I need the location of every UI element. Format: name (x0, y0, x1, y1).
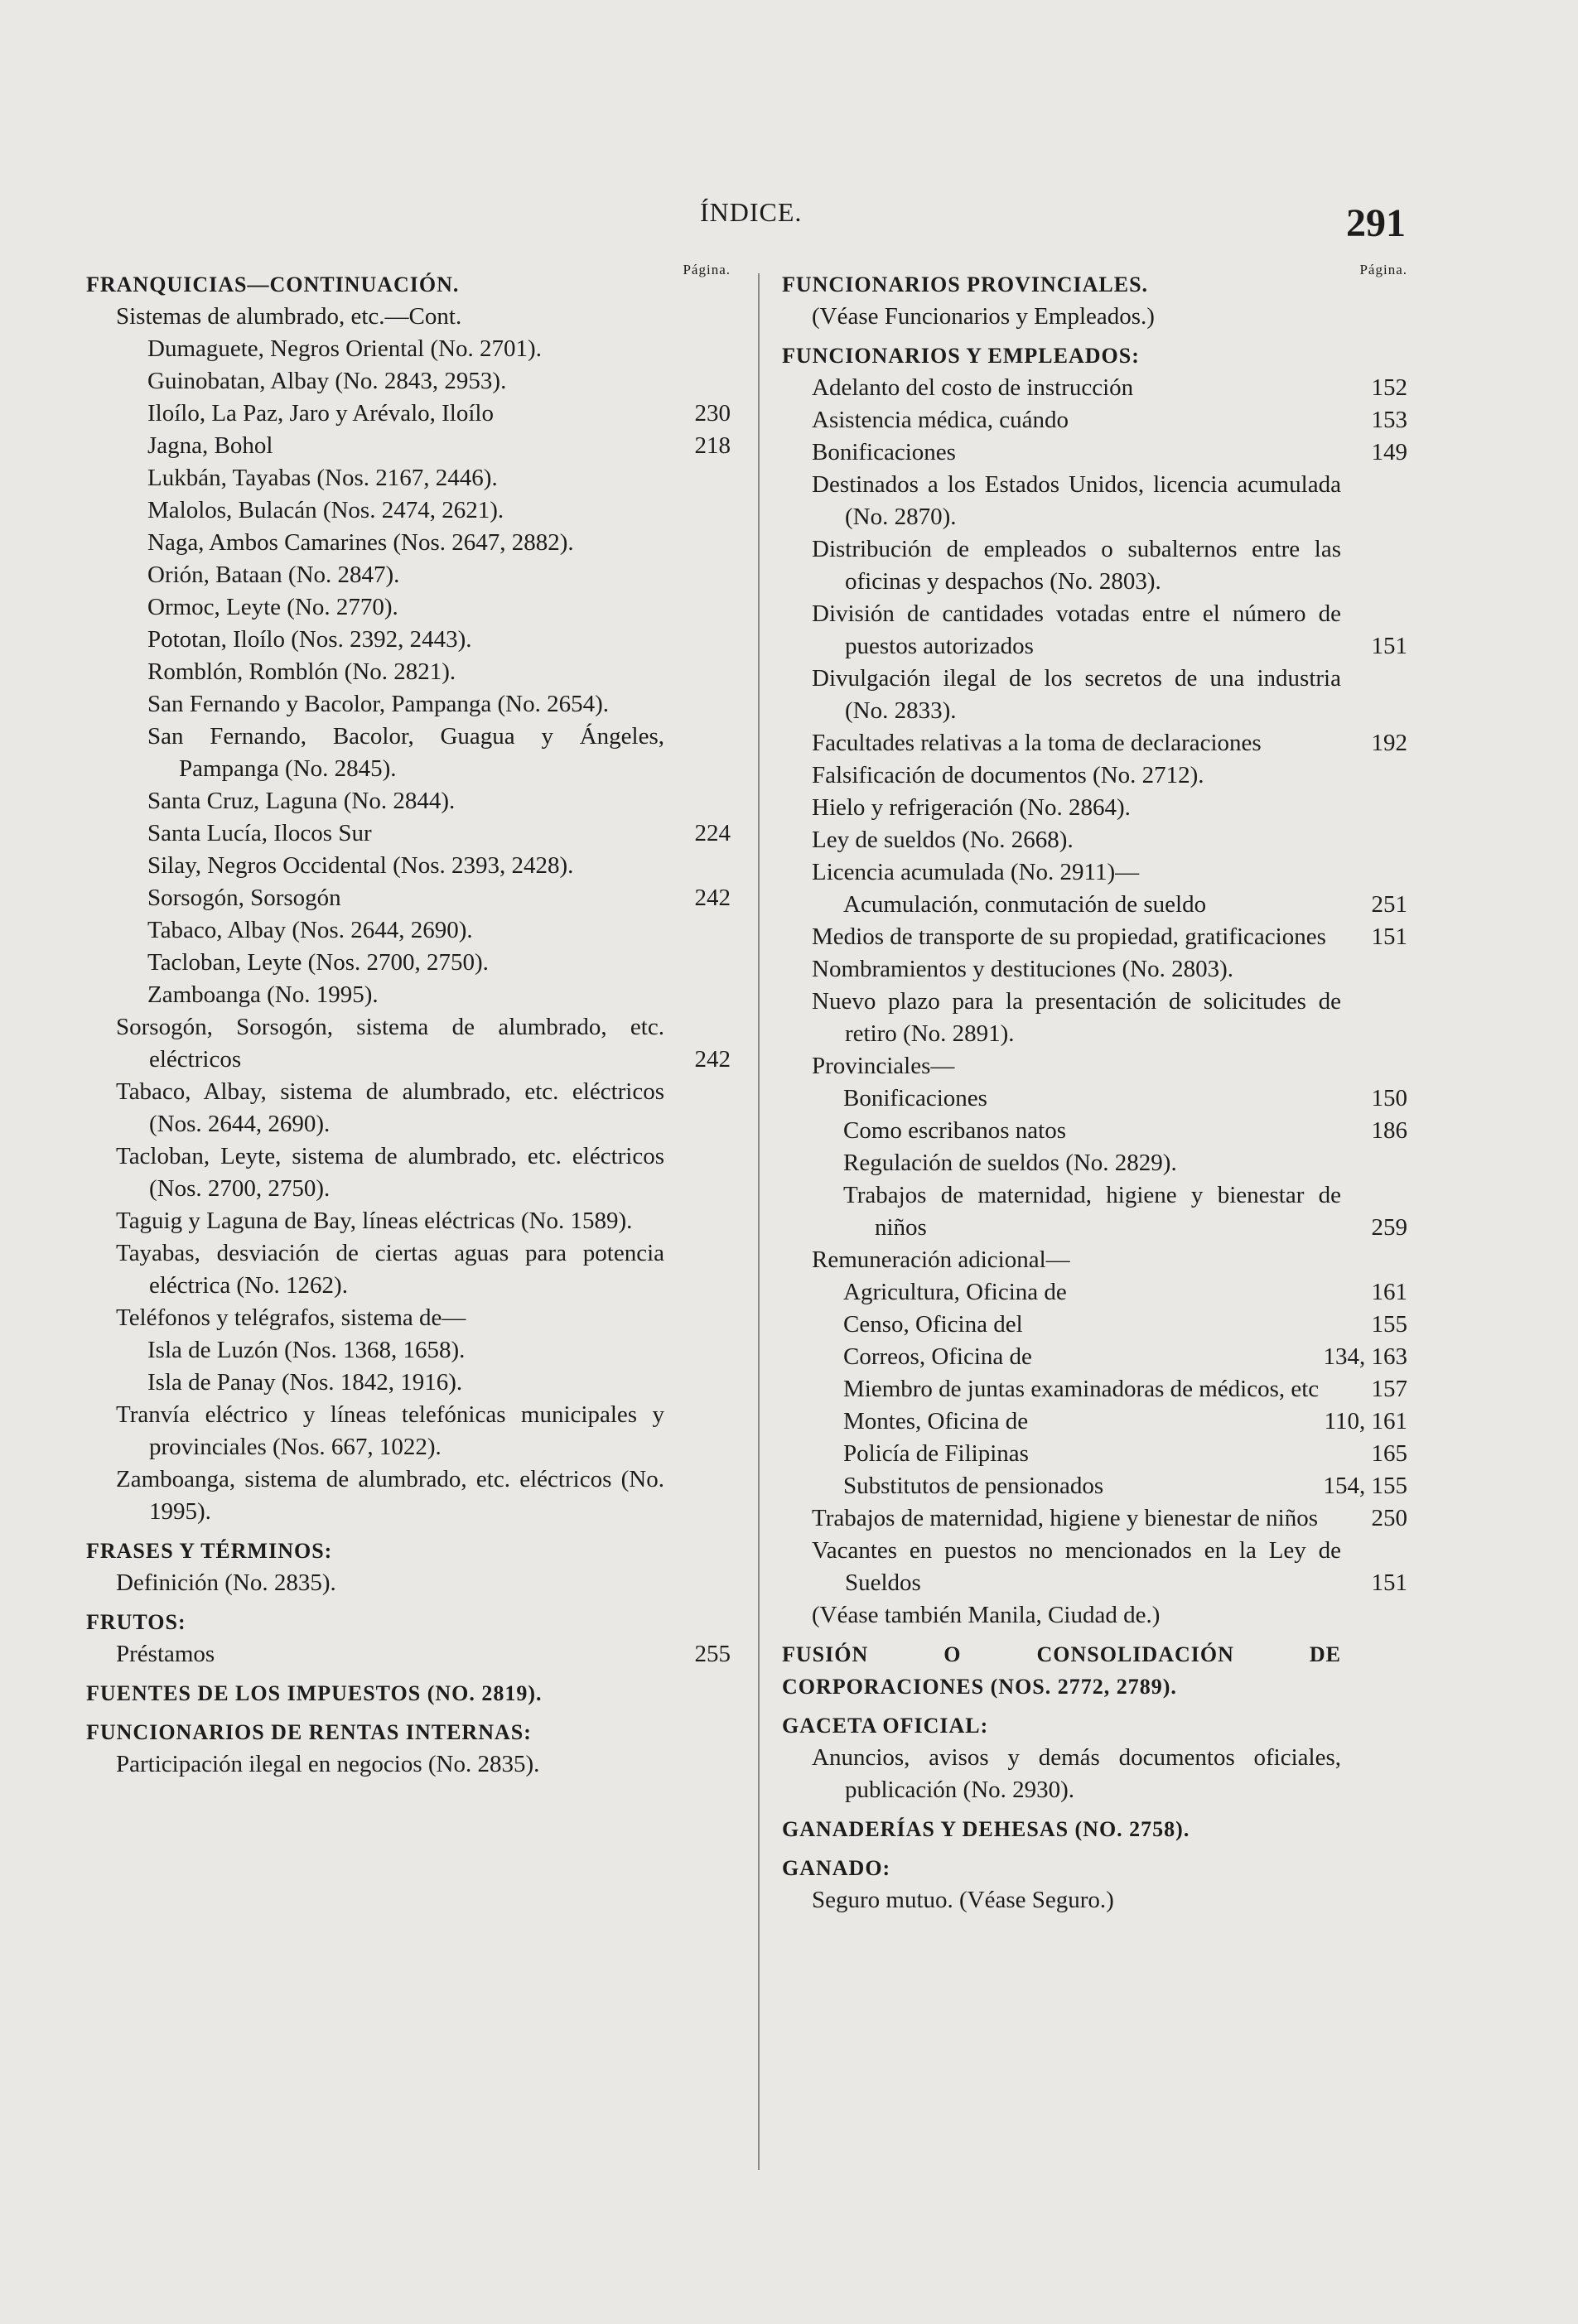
entry-text: Falsificación de documentos (No. 2712). (812, 762, 1204, 788)
index-entry (86, 1140, 731, 1205)
entry-text: Agricultura, Oficina de (843, 1279, 1067, 1305)
entry-text: Zamboanga, sistema de alumbrado, etc. eléctricos (No. 1995). (116, 1466, 664, 1525)
index-entry (782, 1341, 1407, 1373)
entry-page-ref: 259 (1371, 1214, 1407, 1241)
index-entry (86, 462, 731, 494)
index-entry (86, 333, 731, 365)
entry-text: Acumulación, conmutación de sueldo (843, 891, 1207, 918)
entry-text: Santa Cruz, Laguna (No. 2844). (147, 788, 456, 814)
index-entry (86, 527, 731, 559)
entry-text: Tayabas, desviación de ciertas aguas para potencia eléctrica (No. 1262). (116, 1240, 664, 1299)
entry-text: Lukbán, Tayabas (Nos. 2167, 2446). (147, 465, 498, 491)
entry-text: Malolos, Bulacán (Nos. 2474, 2621). (147, 497, 504, 523)
index-entry (86, 494, 731, 527)
entry-text: San Fernando, Bacolor, Guagua y Ángeles, Pampanga (No. 2845). (147, 723, 664, 782)
index-entry (782, 921, 1407, 953)
entry-page-ref: 161 (1371, 1279, 1407, 1305)
index-entry (782, 372, 1407, 404)
index-entry (86, 591, 731, 624)
index-entry (86, 1399, 731, 1463)
entry-text: Dumaguete, Negros Oriental (No. 2701). (147, 335, 542, 362)
index-entry (86, 979, 731, 1011)
page-header-title: ÍNDICE. (700, 197, 803, 227)
index-entry (86, 850, 731, 882)
entry-page-ref: 157 (1371, 1376, 1407, 1402)
entry-page-ref: 110, 161 (1324, 1408, 1407, 1434)
entry-text: Destinados a los Estados Unidos, licencia acumulada (No. 2870). (812, 471, 1341, 530)
entry-page-ref: 134, 163 (1323, 1343, 1407, 1370)
index-entry (86, 1638, 731, 1671)
left-column (86, 262, 731, 1781)
index-entry (782, 1599, 1407, 1632)
right-entries (782, 268, 1407, 1917)
index-heading (782, 1709, 1407, 1742)
index-entry (86, 721, 731, 785)
page-number: 291 (1346, 201, 1406, 245)
index-entry (86, 430, 731, 462)
entry-text: Substitutos de pensionados (843, 1473, 1104, 1499)
left-entries (86, 268, 731, 1781)
index-entry (86, 914, 731, 947)
entry-text: Nuevo plazo para la presentación de solicitudes de retiro (No. 2891). (812, 988, 1341, 1047)
column-divider (758, 273, 760, 2170)
index-entry (782, 1470, 1407, 1502)
entry-text: FUNCIONARIOS Y EMPLEADOS: (782, 344, 1140, 368)
entry-text: Facultades relativas a la toma de declaraciones (812, 730, 1262, 756)
entry-text: GACETA OFICIAL: (782, 1714, 989, 1738)
entry-text: Censo, Oficina del (843, 1311, 1023, 1338)
index-entry (782, 1115, 1407, 1147)
index-entry (782, 1742, 1407, 1806)
entry-text: Pototan, Iloílo (Nos. 2392, 2443). (147, 626, 472, 653)
entry-page-ref: 150 (1371, 1085, 1407, 1111)
entry-text: FUNCIONARIOS PROVINCIALES. (782, 272, 1149, 297)
index-entry (86, 559, 731, 591)
index-entry (782, 759, 1407, 792)
index-heading (86, 1716, 731, 1748)
entry-text: Romblón, Romblón (No. 2821). (147, 658, 456, 685)
index-heading (86, 268, 731, 301)
index-entry (782, 986, 1407, 1050)
index-entry (782, 1179, 1407, 1244)
index-entry (782, 1502, 1407, 1535)
entry-text: Anuncios, avisos y demás documentos oficiales, publicación (No. 2930). (812, 1744, 1341, 1803)
entry-text: Nombramientos y destituciones (No. 2803). (812, 956, 1234, 982)
entry-text: Taguig y Laguna de Bay, líneas eléctricas (No. 1589). (116, 1208, 633, 1234)
index-heading (782, 1813, 1407, 1845)
entry-text: División de cantidades votadas entre el número de puestos autorizados (812, 600, 1341, 659)
entry-text: Participación ilegal en negocios (No. 2835). (116, 1751, 540, 1777)
index-entry (782, 1535, 1407, 1599)
entry-text: Santa Lucía, Ilocos Sur (147, 820, 372, 846)
index-entry (86, 947, 731, 979)
entry-text: Correos, Oficina de (843, 1343, 1032, 1370)
entry-text: Sorsogón, Sorsogón, sistema de alumbrado, etc. eléctricos (116, 1014, 664, 1073)
entry-page-ref: 251 (1371, 891, 1407, 918)
index-entry (86, 688, 731, 721)
index-entry (86, 1205, 731, 1237)
index-entry (86, 1302, 731, 1334)
entry-text: FRASES Y TÉRMINOS: (86, 1539, 333, 1563)
index-entry (782, 598, 1407, 663)
index-heading (86, 1535, 731, 1567)
index-entry (86, 1011, 731, 1076)
entry-page-ref: 151 (1371, 923, 1407, 950)
entry-text: Miembro de juntas examinadoras de médicos, etc (843, 1376, 1320, 1402)
entry-text: Bonificaciones (843, 1085, 987, 1111)
index-heading (782, 1638, 1407, 1703)
index-entry (782, 404, 1407, 436)
index-entry (86, 817, 731, 850)
index-entry (86, 1748, 731, 1781)
entry-text: Tabaco, Albay (Nos. 2644, 2690). (147, 917, 473, 943)
entry-text: Tacloban, Leyte (Nos. 2700, 2750). (147, 949, 489, 976)
entry-text: Tacloban, Leyte, sistema de alumbrado, etc. eléctricos (Nos. 2700, 2750). (116, 1143, 664, 1202)
entry-text: Hielo y refrigeración (No. 2864). (812, 794, 1131, 821)
index-entry (782, 436, 1407, 469)
index-entry (782, 1276, 1407, 1309)
entry-text: Isla de Panay (Nos. 1842, 1916). (147, 1369, 463, 1396)
index-entry (86, 624, 731, 656)
entry-page-ref: 242 (694, 885, 731, 911)
entry-text: FRUTOS: (86, 1610, 186, 1634)
index-entry (782, 1438, 1407, 1470)
entry-text: Definición (No. 2835). (116, 1569, 336, 1596)
pagina-label-right: Página. (1359, 262, 1407, 277)
index-heading (782, 340, 1407, 372)
entry-text: San Fernando y Bacolor, Pampanga (No. 2654). (147, 691, 609, 717)
entry-page-ref: 230 (694, 400, 731, 427)
entry-text: Zamboanga (No. 1995). (147, 981, 379, 1008)
entry-page-ref: 242 (694, 1046, 731, 1073)
entry-text: Naga, Ambos Camarines (Nos. 2647, 2882). (147, 529, 574, 556)
index-entry (86, 785, 731, 817)
index-entry (782, 1147, 1407, 1179)
entry-text: Trabajos de maternidad, higiene y bienestar de niños (843, 1182, 1341, 1241)
index-entry (86, 882, 731, 914)
index-heading (782, 268, 1407, 301)
index-entry (86, 398, 731, 430)
entry-text: Policía de Filipinas (843, 1440, 1029, 1467)
index-entry (86, 1076, 731, 1140)
entry-text: Silay, Negros Occidental (Nos. 2393, 2428). (147, 852, 574, 879)
entry-page-ref: 153 (1371, 407, 1407, 433)
entry-page-ref: 192 (1371, 730, 1407, 756)
index-entry (782, 533, 1407, 598)
right-column (782, 262, 1407, 1917)
entry-page-ref: 155 (1371, 1311, 1407, 1338)
entry-text: Distribución de empleados o subalternos entre las oficinas y despachos (No. 2803). (812, 536, 1341, 595)
entry-text: Isla de Luzón (Nos. 1368, 1658). (147, 1337, 466, 1363)
entry-text: Sistemas de alumbrado, etc.—Cont. (116, 303, 462, 330)
index-entry (782, 792, 1407, 824)
entry-text: Sorsogón, Sorsogón (147, 885, 341, 911)
index-entry (782, 1050, 1407, 1082)
entry-text: Ormoc, Leyte (No. 2770). (147, 594, 398, 620)
entry-text: Jagna, Bohol (147, 432, 273, 459)
index-entry (782, 301, 1407, 333)
entry-text: Tabaco, Albay, sistema de alumbrado, etc. eléctricos (Nos. 2644, 2690). (116, 1078, 664, 1137)
entry-page-ref: 224 (694, 820, 731, 846)
entry-text: Préstamos (116, 1641, 215, 1667)
index-entry (782, 856, 1407, 889)
index-entry (86, 1237, 731, 1302)
index-entry (782, 469, 1407, 533)
entry-page-ref: 218 (694, 432, 731, 459)
index-entry (782, 727, 1407, 759)
entry-text: Tranvía eléctrico y líneas telefónicas municipales y provinciales (Nos. 667, 1022). (116, 1401, 664, 1460)
entry-text: Remuneración adicional— (812, 1246, 1070, 1273)
index-entry (86, 301, 731, 333)
index-entry (782, 1405, 1407, 1438)
index-entry (782, 953, 1407, 986)
index-entry (782, 1884, 1407, 1917)
index-entry (782, 1082, 1407, 1115)
entry-text: Teléfonos y telégrafos, sistema de— (116, 1304, 466, 1331)
index-heading (86, 1677, 731, 1709)
entry-text: Regulación de sueldos (No. 2829). (843, 1150, 1177, 1176)
entry-text: FUNCIONARIOS DE RENTAS INTERNAS: (86, 1720, 532, 1744)
entry-text: Medios de transporte de su propiedad, gratificaciones (812, 923, 1326, 950)
index-entry (782, 1373, 1407, 1405)
entry-page-ref: 154, 155 (1323, 1473, 1407, 1499)
entry-text: GANADO: (782, 1856, 891, 1880)
index-heading (86, 1606, 731, 1638)
index-entry (86, 1367, 731, 1399)
entry-page-ref: 151 (1371, 1569, 1407, 1596)
entry-page-ref: 255 (694, 1641, 731, 1667)
entry-text: GANADERÍAS Y DEHESAS (NO. 2758). (782, 1817, 1190, 1841)
index-entry (86, 1463, 731, 1528)
entry-text: Como escribanos natos (843, 1117, 1067, 1144)
entry-page-ref: 149 (1371, 439, 1407, 465)
index-heading (782, 1852, 1407, 1884)
entry-text: Iloílo, La Paz, Jaro y Arévalo, Iloílo (147, 400, 494, 427)
entry-text: (Véase Funcionarios y Empleados.) (812, 303, 1155, 330)
entry-page-ref: 151 (1371, 633, 1407, 659)
entry-page-ref: 165 (1371, 1440, 1407, 1467)
index-entry (86, 1334, 731, 1367)
entry-text: Licencia acumulada (No. 2911)— (812, 859, 1140, 885)
index-entry (86, 365, 731, 398)
entry-text: Seguro mutuo. (Véase Seguro.) (812, 1887, 1114, 1913)
entry-text: Divulgación ilegal de los secretos de una industria (No. 2833). (812, 665, 1341, 724)
entry-text: Montes, Oficina de (843, 1408, 1029, 1434)
entry-text: Orión, Bataan (No. 2847). (147, 562, 400, 588)
index-entry (782, 1244, 1407, 1276)
index-entry (782, 824, 1407, 856)
entry-text: Guinobatan, Albay (No. 2843, 2953). (147, 368, 507, 394)
entry-text: FUENTES DE LOS IMPUESTOS (NO. 2819). (86, 1681, 543, 1705)
index-entry (782, 889, 1407, 921)
entry-text: FUSIÓN O CONSOLIDACIÓN DE CORPORACIONES (NOS. 2772, 2789). (782, 1642, 1341, 1699)
entry-page-ref: 152 (1371, 374, 1407, 401)
index-entry (782, 663, 1407, 727)
entry-page-ref: 250 (1371, 1505, 1407, 1531)
entry-text: Asistencia médica, cuándo (812, 407, 1069, 433)
entry-text: Adelanto del costo de instrucción (812, 374, 1134, 401)
index-entry (782, 1309, 1407, 1341)
entry-page-ref: 186 (1371, 1117, 1407, 1144)
entry-text: Trabajos de maternidad, higiene y bienestar de niños (812, 1505, 1318, 1531)
entry-text: FRANQUICIAS—CONTINUACIÓN. (86, 272, 460, 297)
index-entry (86, 1567, 731, 1599)
entry-text: Ley de sueldos (No. 2668). (812, 827, 1074, 853)
entry-text: Vacantes en puestos no mencionados en la Ley de Sueldos (812, 1537, 1341, 1596)
index-entry (86, 656, 731, 688)
entry-text: (Véase también Manila, Ciudad de.) (812, 1602, 1161, 1628)
entry-text: Bonificaciones (812, 439, 956, 465)
pagina-label-left: Página. (683, 262, 731, 277)
entry-text: Provinciales— (812, 1053, 955, 1079)
